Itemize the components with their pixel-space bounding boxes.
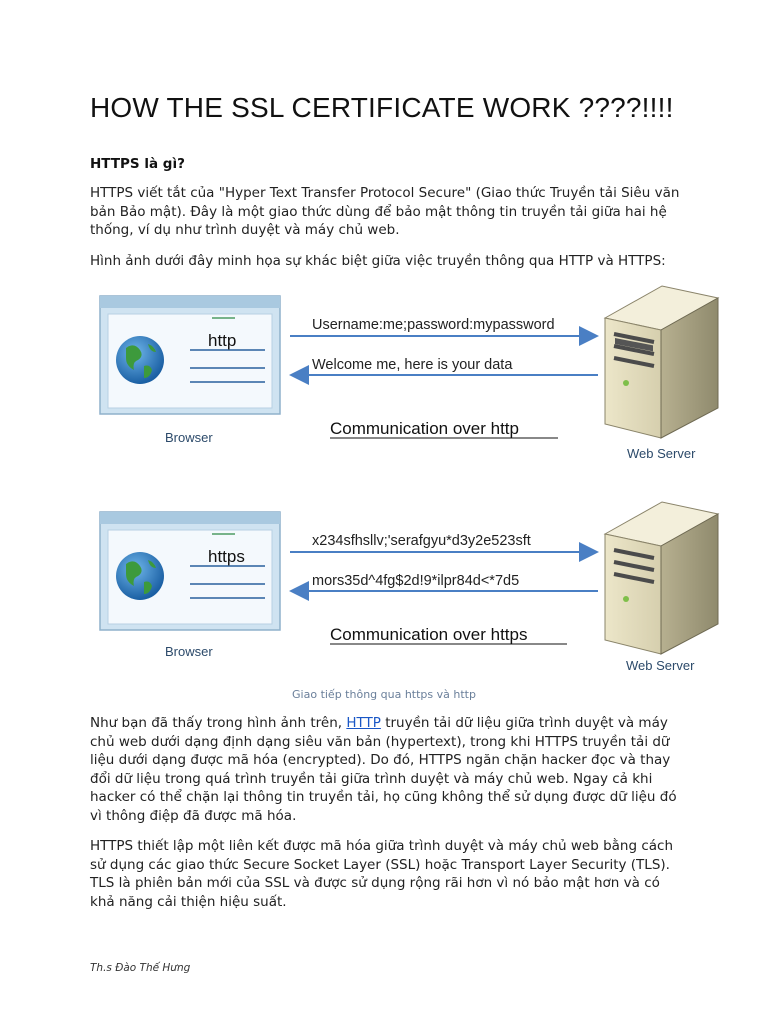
server-icon [605, 286, 718, 438]
encrypted-response-message: mors35d^4fg$2d!9*ilpr84d<*7d5 [312, 573, 520, 589]
protocol-label-http: http [208, 331, 237, 350]
paragraph-intro: HTTPS viết tắt của "Hyper Text Transfer Protocol Secure" (Giao thức Truyền tải Siêu văn bản Bảo mật). Đây là một giao thức dùng để bảo mật thông tin truyền tải giữa hai hệ thống, ví dụ như trình duyệt và máy chủ web. [90, 185, 680, 238]
http-panel [100, 286, 718, 461]
http-vs-https-figure [90, 278, 740, 678]
https-panel [100, 502, 718, 673]
browser-label: Browser [165, 430, 213, 445]
paragraph-figure-intro: Hình ảnh dưới đây minh họa sự khác biệt giữa việc truyền thông qua HTTP và HTTPS: [90, 253, 666, 269]
paragraph-prefix: Như bạn đã thấy trong hình ảnh trên, [90, 715, 347, 731]
browser-window-icon [100, 296, 280, 414]
paragraph-tls: HTTPS thiết lập một liên kết được mã hóa giữa trình duyệt và máy chủ web bằng cách sử dụng các giao thức Secure Socket Layer (SSL) hoặc Transport Layer Security (TLS). TLS là phiên bản mới của SSL và được sử dụng rộng rãi hơn vì nó bảo mật hơn và có khả năng cải thiện hiệu suất. [90, 838, 673, 910]
paragraph-explanation [90, 714, 680, 825]
paragraph-rest: truyền tải dữ liệu giữa trình duyệt và máy chủ web dưới dạng định dạng siêu văn bản (hypertext), trong khi HTTPS truyền tải dữ liệu dưới dạng được mã hóa (encrypted). Do đó, HTTPS ngăn chặn hacker đọc và thay đổi dữ liệu trong quá trình truyền tải giữa trình duyệt và máy chủ web. Ngay cả khi hacker có thể chặn lại thông tin truyền tải, họ cũng không thể sử dụng được dữ liệu đó vì thông điệp đã được mã hóa. [90, 715, 677, 824]
browser-label: Browser [165, 644, 213, 659]
server-label: Web Server [627, 446, 696, 461]
globe-icon [116, 552, 164, 600]
server-icon [605, 502, 718, 654]
figure-caption: Giao tiếp thông qua https và http [292, 688, 476, 701]
communication-label-https: Communication over https [330, 625, 528, 644]
page-title: HOW THE SSL CERTIFICATE WORK ????!!!! [90, 92, 674, 123]
browser-window-icon [100, 512, 280, 630]
request-message: Username:me;password:mypassword [312, 317, 555, 333]
http-link[interactable]: HTTP [346, 715, 381, 731]
communication-label-http: Communication over http [330, 419, 519, 438]
protocol-label-https: https [208, 547, 245, 566]
globe-icon [116, 336, 164, 384]
section-heading: HTTPS là gì? [90, 156, 185, 172]
response-message: Welcome me, here is your data [312, 357, 513, 373]
author-footer: Th.s Đào Thế Hưng [90, 962, 191, 974]
comparison-diagram [90, 278, 740, 678]
server-label: Web Server [626, 658, 695, 673]
encrypted-request-message: x234sfhsllv;'serafgyu*d3y2e523sft [312, 533, 531, 549]
